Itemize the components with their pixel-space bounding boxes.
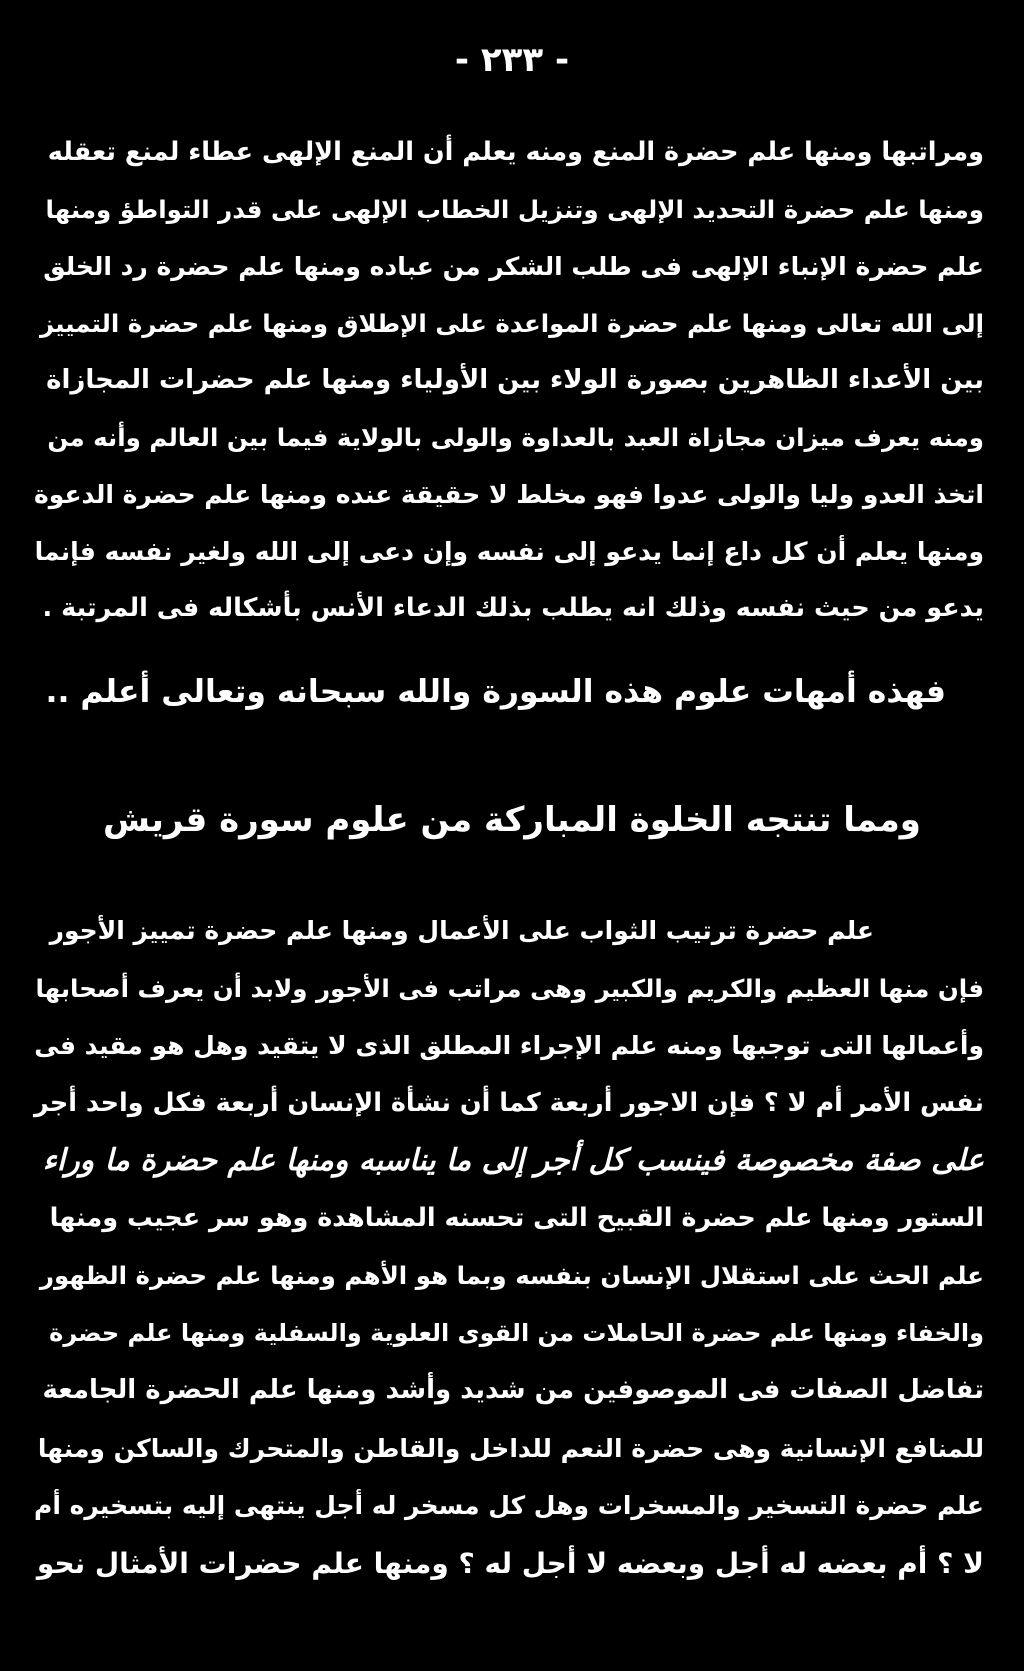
text-line: إلى الله تعالى ومنها علم حضرة المواعدة على الإطلاق ومنها علم حضرة التمييز [39,309,984,338]
closing-line: فهذه أمهات علوم هذه السورة والله سبحانه وتعالى أعلم .. [45,674,946,710]
paragraph-first [34,124,984,637]
text-line: الستور ومنها علم حضرة القبيح التى تحسنه المشاهدة وهو سر عجيب ومنها [49,1202,984,1233]
text-line: تفاضل الصفات فى الموصوفين من شديد وأشد ومنها علم الحضرة الجامعة [42,1375,984,1405]
text-line: ومراتبها ومنها علم حضرة المنع ومنه يعلم أن المنع الإلهى عطاء لمنع تعقله [47,137,984,167]
text-line: فإن منها العظيم والكريم والكبير وهى مراتب فى الأجور ولابد أن يعرف أصحابها [35,973,984,1003]
text-line: للمنافع الإنسانية وهى حضرة النعم للداخل والقاطن والمتحرك والساكن ومنها [37,1433,984,1463]
text-line: يدعو من حيث نفسه وذلك انه يطلب بذلك الدعاء الأنس بأشكاله فى المرتبة . [42,593,984,623]
text-line: علم حضرة التسخير والمسخرات وهل كل مسخر له أجل ينتهى إليه بتسخيره أم [34,1491,984,1520]
text-line: اتخذ العدو وليا والولى عدوا فهو مخلط لا حقيقة عنده ومنها علم حضرة الدعوة [34,480,984,509]
text-line: ومنها يعلم أن كل داع إنما يدعو إلى نفسه وإن دعى إلى الله ولغير نفسه فإنما [34,537,984,566]
paragraph-second [34,902,984,1592]
text-line: لا ؟ أم بعضه له أجل وبعضه لا أجل له ؟ ومنها علم حضرات الأمثال نحو [36,1546,984,1580]
text-line: علم حضرة ترتيب الثواب على الأعمال ومنها علم حضرة تمييز الأجور [49,916,874,945]
text-line: علم الحث على استقلال الإنسان بنفسه وبما هو الأهم ومنها علم حضرة الظهور [39,1261,984,1290]
text-line: ومنه يعرف ميزان مجازاة العبد بالعداوة والولى بالولاية فيما بين العالم وأنه من [47,423,984,452]
text-line: وأعمالها التى توجبها ومنه علم الإجراء المطلق الذى لا يتقيد وهل هو مقيد فى [34,1031,984,1060]
text-line: ومنها علم حضرة التحديد الإلهى وتنزيل الخطاب الإلهى على قدر التواطؤ ومنها [45,195,984,224]
text-line: نفس الأمر أم لا ؟ فإن الاجور أربعة كما أن نشأة الإنسان أربعة فكل واحد أجر [34,1087,984,1118]
text-line: بين الأعداء الظاهرين بصورة الولاء بين الأولياء ومنها علم حضرات المجازاة [46,365,984,395]
text-line: علم حضرة الإنباء الإلهى فى طلب الشكر من عباده ومنها علم حضرة رد الخلق [43,252,984,281]
section-heading: ومما تنتجه الخلوة المباركة من علوم سورة قريش [103,800,921,840]
text-line: والخفاء ومنها علم حضرة الحاملات من القوى العلوية والسفلية ومنها علم حضرة [49,1318,984,1347]
text-line: على صفة مخصوصة فينسب كل أجر إلى ما يناسبه ومنها علم حضرة ما وراء [42,1143,984,1178]
page-number: - ٢٣٣ - [454,40,570,80]
